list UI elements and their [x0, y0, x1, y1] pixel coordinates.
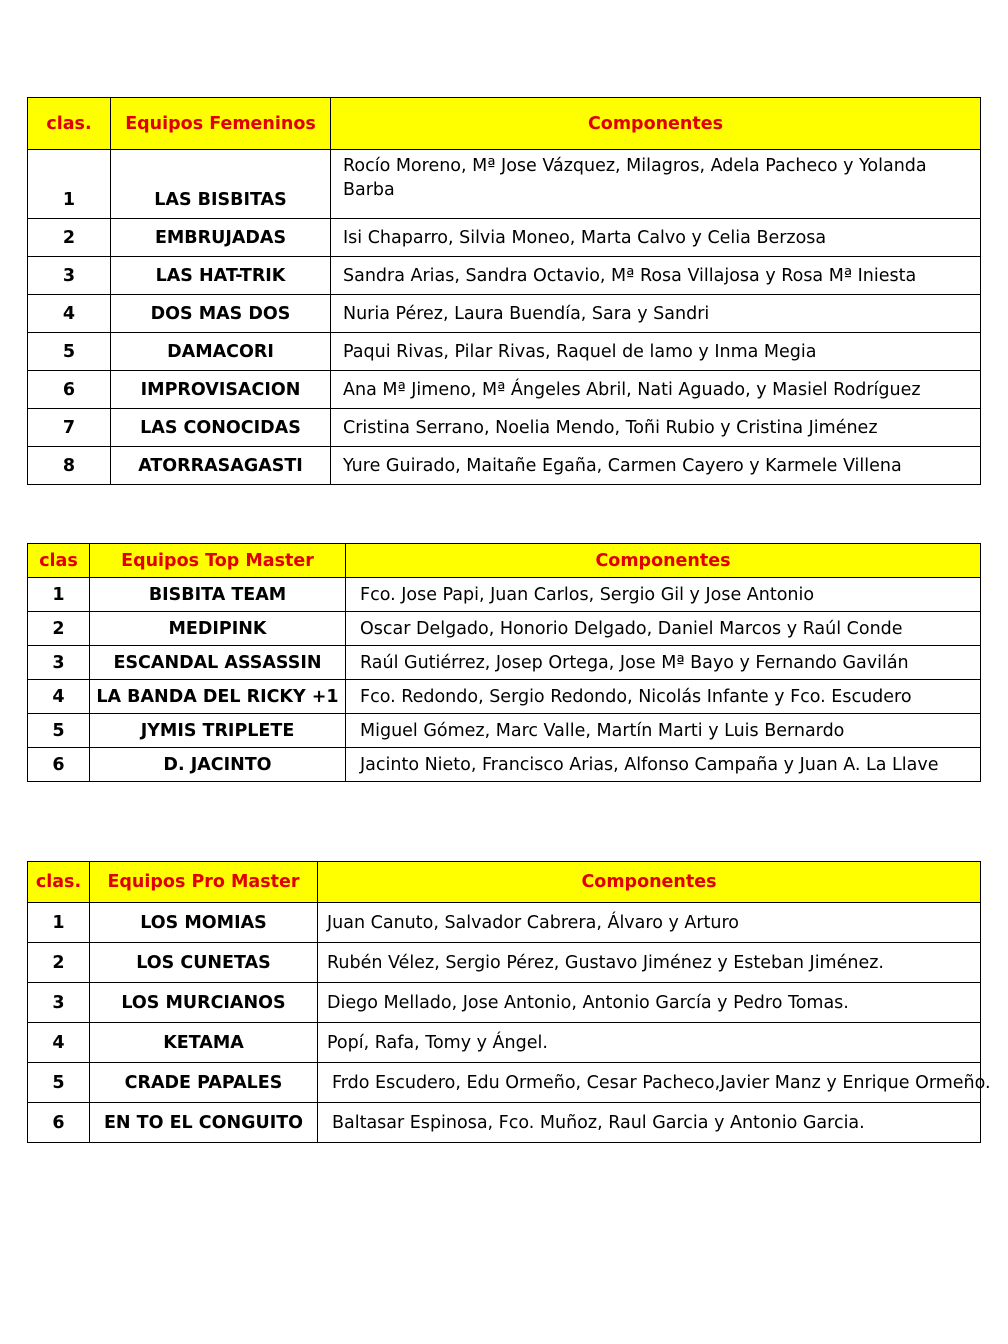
components-cell: Oscar Delgado, Honorio Delgado, Daniel Marcos y Raúl Conde	[346, 612, 981, 646]
rank-cell: 7	[28, 409, 111, 447]
table-row	[28, 371, 981, 409]
header-clas: clas.	[28, 98, 111, 150]
rank-cell: 3	[28, 646, 90, 680]
team-cell: EN TO EL CONGUITO	[90, 1103, 318, 1143]
components-cell: Paqui Rivas, Pilar Rivas, Raquel de lamo y Inma Megia	[331, 333, 981, 371]
rank-cell: 6	[28, 748, 90, 782]
components-cell: Yure Guirado, Maitañe Egaña, Carmen Cayero y Karmele Villena	[331, 447, 981, 485]
components-cell: Diego Mellado, Jose Antonio, Antonio García y Pedro Tomas.	[318, 983, 981, 1023]
rank-cell: 5	[28, 714, 90, 748]
table-header-row	[28, 544, 981, 578]
rank-cell: 1	[28, 150, 111, 219]
rank-cell: 5	[28, 1063, 90, 1103]
team-cell: LAS HAT-TRIK	[111, 257, 331, 295]
team-cell: DOS MAS DOS	[111, 295, 331, 333]
table-row	[28, 1103, 981, 1143]
rank-cell: 6	[28, 371, 111, 409]
components-cell: Raúl Gutiérrez, Josep Ortega, Jose Mª Bayo y Fernando Gavilán	[346, 646, 981, 680]
pro-master-table	[27, 861, 991, 1143]
top-master-table	[27, 543, 981, 782]
header-team: Equipos Femeninos	[111, 98, 331, 150]
components-cell: Nuria Pérez, Laura Buendía, Sara y Sandri	[331, 295, 981, 333]
table-row	[28, 714, 981, 748]
team-cell: LOS CUNETAS	[90, 943, 318, 983]
components-cell: Baltasar Espinosa, Fco. Muñoz, Raul Garcia y Antonio Garcia.	[318, 1103, 981, 1143]
team-cell: LAS BISBITAS	[111, 150, 331, 219]
table-row	[28, 409, 981, 447]
components-cell: Ana Mª Jimeno, Mª Ángeles Abril, Nati Aguado, y Masiel Rodríguez	[331, 371, 981, 409]
table-row	[28, 680, 981, 714]
components-cell: Rocío Moreno, Mª Jose Vázquez, Milagros, Adela Pacheco y Yolanda Barba	[331, 150, 981, 219]
components-cell: Popí, Rafa, Tomy y Ángel.	[318, 1023, 981, 1063]
header-componentes: Componentes	[331, 98, 981, 150]
header-clas: clas	[28, 544, 90, 578]
components-cell: Fco. Jose Papi, Juan Carlos, Sergio Gil y Jose Antonio	[346, 578, 981, 612]
components-cell: Fco. Redondo, Sergio Redondo, Nicolás Infante y Fco. Escudero	[346, 680, 981, 714]
table-row	[28, 578, 981, 612]
team-cell: ESCANDAL ASSASSIN	[90, 646, 346, 680]
components-cell: Cristina Serrano, Noelia Mendo, Toñi Rubio y Cristina Jiménez	[331, 409, 981, 447]
team-cell: D. JACINTO	[90, 748, 346, 782]
team-cell: LOS MURCIANOS	[90, 983, 318, 1023]
table-header-row	[28, 862, 981, 903]
team-cell: MEDIPINK	[90, 612, 346, 646]
rank-cell: 1	[28, 903, 90, 943]
team-cell: CRADE PAPALES	[90, 1063, 318, 1103]
table-row	[28, 646, 981, 680]
team-cell: ATORRASAGASTI	[111, 447, 331, 485]
rank-cell: 2	[28, 612, 90, 646]
team-cell: KETAMA	[90, 1023, 318, 1063]
table-row	[28, 333, 981, 371]
rank-cell: 4	[28, 680, 90, 714]
table-row	[28, 983, 981, 1023]
table-row	[28, 1063, 981, 1103]
table-row	[28, 295, 981, 333]
rank-cell: 3	[28, 257, 111, 295]
rank-cell: 2	[28, 219, 111, 257]
team-cell: EMBRUJADAS	[111, 219, 331, 257]
components-cell: Isi Chaparro, Silvia Moneo, Marta Calvo y Celia Berzosa	[331, 219, 981, 257]
team-cell: IMPROVISACION	[111, 371, 331, 409]
header-clas: clas.	[28, 862, 90, 903]
table-row	[28, 257, 981, 295]
rank-cell: 2	[28, 943, 90, 983]
table-row	[28, 1023, 981, 1063]
team-cell: JYMIS TRIPLETE	[90, 714, 346, 748]
rank-cell: 6	[28, 1103, 90, 1143]
header-team: Equipos Pro Master	[90, 862, 318, 903]
table-row	[28, 219, 981, 257]
team-cell: LA BANDA DEL RICKY +1	[90, 680, 346, 714]
components-cell: Frdo Escudero, Edu Ormeño, Cesar Pacheco,Javier Manz y Enrique Ormeño.	[318, 1063, 981, 1103]
header-componentes: Componentes	[318, 862, 981, 903]
rank-cell: 1	[28, 578, 90, 612]
header-team: Equipos Top Master	[90, 544, 346, 578]
rank-cell: 5	[28, 333, 111, 371]
components-cell: Jacinto Nieto, Francisco Arias, Alfonso Campaña y Juan A. La Llave	[346, 748, 981, 782]
table-row	[28, 748, 981, 782]
header-componentes: Componentes	[346, 544, 981, 578]
team-cell: DAMACORI	[111, 333, 331, 371]
table-header-row	[28, 98, 981, 150]
components-cell: Sandra Arias, Sandra Octavio, Mª Rosa Villajosa y Rosa Mª Iniesta	[331, 257, 981, 295]
components-cell: Miguel Gómez, Marc Valle, Martín Marti y Luis Bernardo	[346, 714, 981, 748]
table-row	[28, 150, 981, 219]
team-cell: LAS CONOCIDAS	[111, 409, 331, 447]
components-cell: Rubén Vélez, Sergio Pérez, Gustavo Jiménez y Esteban Jiménez.	[318, 943, 981, 983]
femeninos-table	[27, 97, 981, 485]
table-row	[28, 903, 981, 943]
rank-cell: 3	[28, 983, 90, 1023]
table-row	[28, 612, 981, 646]
table-row	[28, 943, 981, 983]
components-cell: Juan Canuto, Salvador Cabrera, Álvaro y Arturo	[318, 903, 981, 943]
rank-cell: 4	[28, 295, 111, 333]
team-cell: LOS MOMIAS	[90, 903, 318, 943]
table-row	[28, 447, 981, 485]
team-cell: BISBITA TEAM	[90, 578, 346, 612]
rank-cell: 4	[28, 1023, 90, 1063]
rank-cell: 8	[28, 447, 111, 485]
